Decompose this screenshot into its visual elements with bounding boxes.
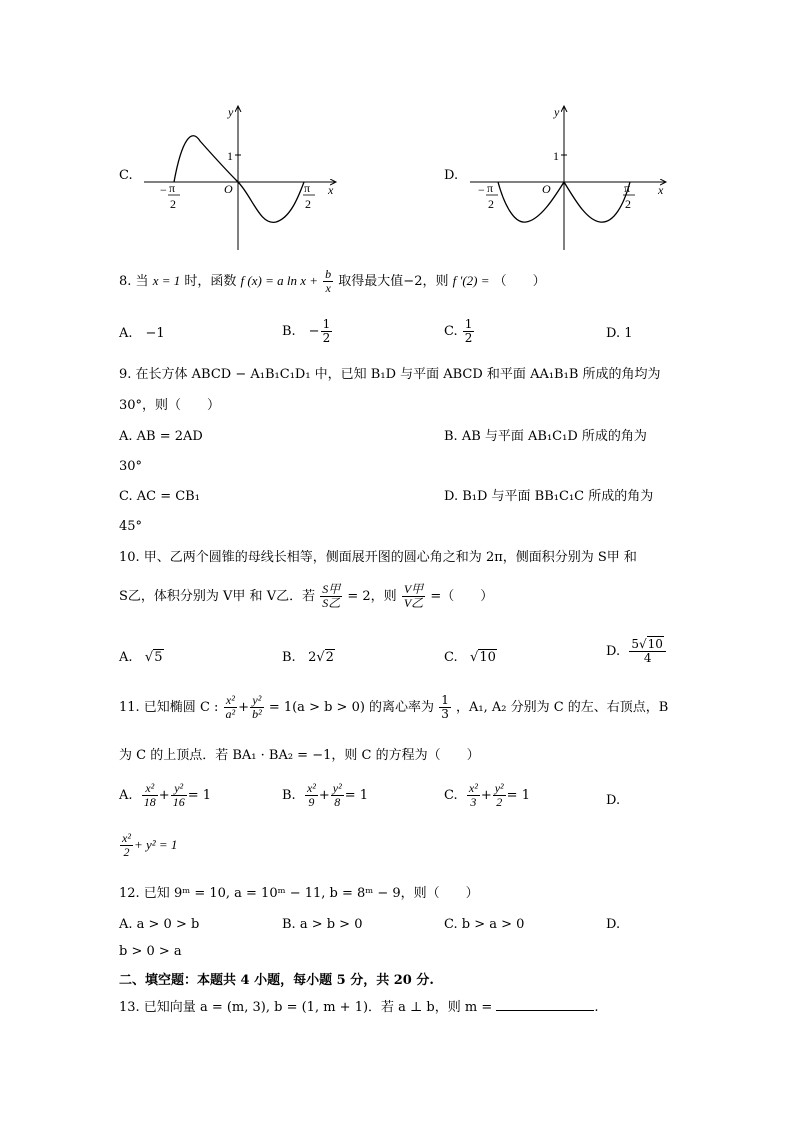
q8-option-d: D. 1 bbox=[606, 326, 633, 341]
y-axis-label: y bbox=[228, 105, 234, 119]
q12-option-a: A. a > 0 > b bbox=[119, 917, 200, 932]
q9-option-d: D. B₁D 与平面 BB₁C₁C 所成的角为 bbox=[444, 489, 654, 504]
question-9-stem: 9. 在长方体 ABCD − A₁B₁C₁D₁ 中，已知 B₁D 与平面 ABCD 和平面 AA₁B₁B 所成的角均为 bbox=[119, 367, 661, 382]
q12-option-d-cont: b > 0 > a bbox=[119, 944, 182, 959]
graph-c bbox=[140, 98, 340, 254]
question-10-stem-cont: S乙，体积分别为 V甲 和 V乙．若 $\frac{\text{S甲}}{\text{S乙}}$ = 2，则 $\frac{\text{V甲}}{\text{V乙}}$ =（ ） bbox=[119, 582, 494, 610]
question-12-stem: 12. 已知 9ᵐ = 10, a = 10ᵐ − 11, b = 8ᵐ − 9，则（ ） bbox=[119, 886, 479, 901]
q8-option-b: B. − $\frac{1}{2}$ bbox=[282, 317, 331, 345]
neg-sign: − bbox=[160, 183, 167, 197]
q9-option-c: C. AC = CB₁ bbox=[119, 489, 200, 504]
q11-option-d-cont: $\frac{\text{x²}}{2}$ + y² = 1 bbox=[122, 831, 178, 859]
q8-option-a: A. −1 bbox=[119, 326, 165, 341]
pos-pi: π bbox=[624, 181, 631, 195]
x-axis-label: x bbox=[658, 183, 664, 197]
neg-pi: π bbox=[169, 181, 176, 195]
q12-option-b: B. a > b > 0 bbox=[282, 917, 363, 932]
q8-option-c: C. $\frac{1}{2}$ bbox=[444, 317, 473, 345]
q10-option-b: B. 2√2 bbox=[282, 650, 334, 665]
question-10-stem: 10. 甲、乙两个圆锥的母线长相等，侧面展开图的圆心角之和为 2π，侧面积分别为 S甲 和 bbox=[119, 550, 637, 565]
x-axis-label: x bbox=[328, 183, 334, 197]
question-11-stem: 11. 已知椭圆 C : $\frac{\text{x²}}{\text{a²}}$ + $\frac{\text{y²}}{\text{b²}}$ = 1(a > b > 0) 的离心率为 $\frac{1}{3}$ ，A₁, A₂ 分别为 C 的左、右顶点，B bbox=[119, 693, 669, 721]
origin-label: O bbox=[224, 182, 233, 196]
q12-option-c: C. b > a > 0 bbox=[444, 917, 525, 932]
pos-pi: π bbox=[304, 181, 311, 195]
neg-pi: π bbox=[487, 181, 494, 195]
option-d-label: D. bbox=[444, 168, 459, 183]
question-13-stem: 13. 已知向量 a = (m, 3), b = (1, m + 1)．若 a ⊥ b，则 m = . bbox=[119, 1000, 599, 1015]
q12-option-d: D. bbox=[606, 917, 621, 932]
pos-two: 2 bbox=[625, 197, 631, 211]
section-2-heading: 二、填空题：本题共 4 小题，每小题 5 分，共 20 分. bbox=[119, 973, 434, 988]
q9-option-b: B. AB 与平面 AB₁C₁D 所成的角为 bbox=[444, 429, 647, 444]
q9-option-a: A. AB = 2AD bbox=[119, 429, 203, 444]
q11-option-c: C. $\frac{\text{x²}}{3}$ + $\frac{\text{y²}}{2}$ = 1 bbox=[444, 781, 530, 809]
q9-option-b-cont: 30° bbox=[119, 459, 143, 474]
neg-sign: − bbox=[478, 183, 485, 197]
pos-two: 2 bbox=[305, 197, 311, 211]
q9-option-d-cont: 45° bbox=[119, 519, 143, 534]
q10-option-c: C. √10 bbox=[444, 650, 496, 665]
q11-option-b: B. $\frac{\text{x²}}{9}$ + $\frac{\text{y²}}{8}$ = 1 bbox=[282, 781, 369, 809]
question-9-stem-cont: 30°，则（ ） bbox=[119, 398, 221, 413]
question-11-stem-cont: 为 C 的上顶点．若 BA₁ · BA₂ = −1，则 C 的方程为（ ） bbox=[119, 748, 480, 763]
neg-two: 2 bbox=[488, 197, 494, 211]
fraction-b-over-x: $\frac{b}{x}$ bbox=[325, 267, 332, 295]
origin-label: O bbox=[542, 182, 551, 196]
q11-option-d: D. bbox=[606, 793, 621, 808]
answer-blank[interactable] bbox=[496, 998, 594, 1011]
question-8-stem: 8. 当 x = 1 时，函数 f (x) = a ln x + $\frac{b}{x}$ 取得最大值−2，则 f ′(2) = （ ） bbox=[119, 267, 546, 295]
y-axis-label: y bbox=[554, 105, 560, 119]
tick-one: 1 bbox=[553, 149, 559, 163]
curve-c bbox=[174, 136, 304, 223]
graph-d bbox=[466, 98, 670, 254]
q11-option-a: A. $\frac{\text{x²}}{18}$ + $\frac{\text{y²}}{16}$ = 1 bbox=[119, 781, 211, 809]
q10-option-d: D. $\frac{5√10}{4}$ bbox=[606, 638, 667, 665]
option-c-label: C. bbox=[119, 168, 133, 183]
tick-one: 1 bbox=[227, 149, 233, 163]
neg-two: 2 bbox=[170, 197, 176, 211]
q10-option-a: A. √5 bbox=[119, 650, 163, 665]
